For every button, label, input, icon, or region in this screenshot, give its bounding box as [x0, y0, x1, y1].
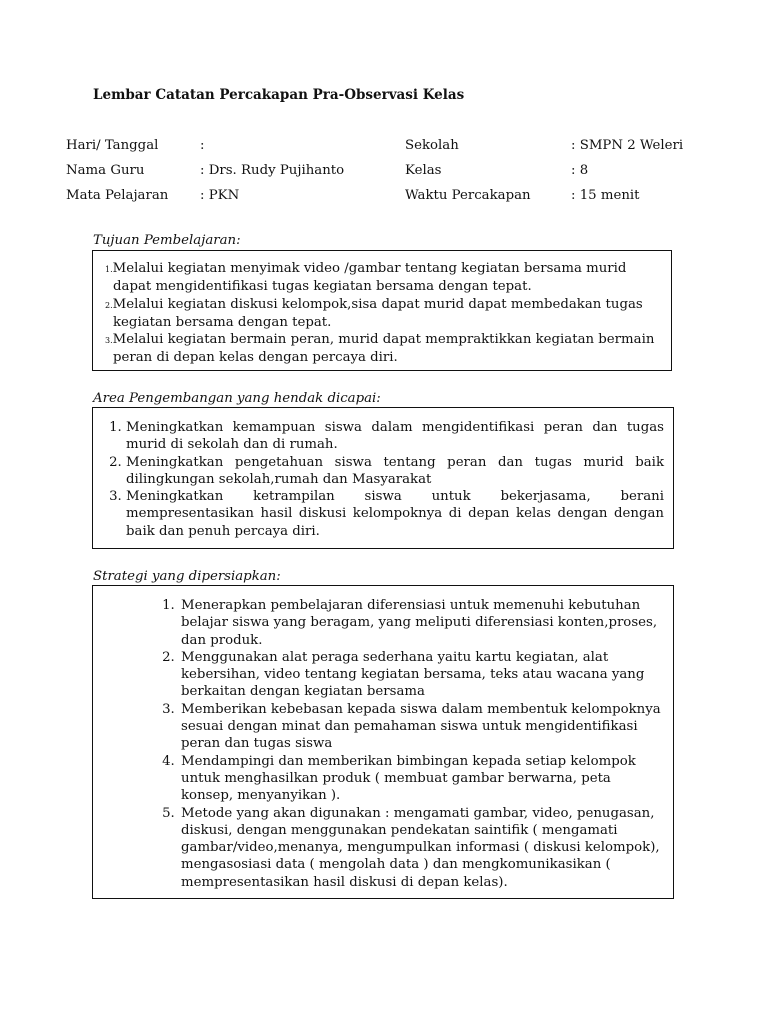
info-label: Hari/ Tanggal: [66, 138, 159, 153]
list-item: [105, 260, 659, 296]
item-text: Melalui kegiatan menyimak video /gambar tentang kegiatan bersama murid dapat mengidentifikasi tugas kegiatan bersama dengan tepat.: [112, 261, 627, 295]
info-value: : SMPN 2 Weleri: [571, 138, 684, 153]
item-number: 3.: [105, 336, 113, 346]
list-item: 1. Menerapkan pembelajaran diferensiasi untuk memenuhi kebutuhan belajar siswa yang beragam, yang meliputi diferensiasi konten,proses, dan produk.: [179, 597, 661, 649]
item-text: Melalui kegiatan diskusi kelompok,sisa dapat murid dapat membedakan tugas kegiatan bersama dengan tepat.: [112, 296, 643, 330]
item-number: 1.: [105, 265, 113, 274]
list-item: [105, 331, 659, 367]
list-item: 2. Meningkatkan pengetahuan siswa tentang peran dan tugas murid baik dilingkungan sekolah,rumah dan Masyarakat: [126, 454, 664, 489]
list-item: 3. Memberikan kebebasan kepada siswa dalam membentuk kelompoknya sesuai dengan minat dan pemahaman siswa untuk mengidentifikasi peran dan tugas siswa: [179, 701, 661, 753]
info-row: [66, 138, 706, 163]
tujuan-list: [105, 260, 659, 367]
list-item: 5. Metode yang akan digunakan : mengamati gambar, video, penugasan, diskusi, dengan menggunakan pendekatan saintifik ( mengamati gambar/video,menanya, mengumpulkan informasi ( diskusi kelompok), mengasosiasi data ( mengolah data ) dan mengkomunikasikan ( mempresentasikan hasil diskusi di depan kelas).: [179, 805, 661, 891]
document-title: Lembar Catatan Percakapan Pra-Observasi Kelas: [93, 87, 465, 103]
info-value: : PKN: [200, 188, 240, 203]
area-list: [102, 419, 664, 540]
info-label: Kelas: [405, 163, 442, 178]
area-heading: Area Pengembangan yang hendak dicapai:: [93, 391, 381, 406]
area-box: [92, 407, 674, 549]
info-table: [66, 138, 706, 213]
info-label: Mata Pelajaran: [66, 188, 169, 203]
info-value: :: [200, 138, 205, 153]
list-item: 2. Menggunakan alat peraga sederhana yaitu kartu kegiatan, alat kebersihan, video tentang kegiatan bersama, teks atau wacana yang berkaitan dengan kegiatan bersama: [179, 649, 661, 701]
list-item: 1. Meningkatkan kemampuan siswa dalam mengidentifikasi peran dan tugas murid di sekolah dan di rumah.: [126, 419, 664, 454]
list-item: 4. Mendampingi dan memberikan bimbingan kepada setiap kelompok untuk menghasilkan produk ( membuat gambar berwarna, peta konsep, menyanyikan ).: [179, 753, 661, 805]
strategi-list: [105, 597, 661, 891]
info-label: Nama Guru: [66, 163, 145, 178]
item-number: 2.: [105, 300, 113, 310]
list-item: 3. Meningkatkan ketrampilan siswa untuk bekerjasama, berani mempresentasikan hasil diskusi kelompoknya di depan kelas dengan dengan baik dan penuh percaya diri.: [126, 488, 664, 540]
info-label: Waktu Percakapan: [405, 188, 531, 203]
info-row: [66, 188, 706, 213]
info-value: : 15 menit: [571, 188, 640, 203]
item-text: Melalui kegiatan bermain peran, murid dapat mempraktikkan kegiatan bermain peran di depan kelas dengan percaya diri.: [112, 332, 655, 366]
info-value: : Drs. Rudy Pujihanto: [200, 163, 345, 178]
strategi-box: [92, 585, 674, 899]
strategi-heading: Strategi yang dipersiapkan:: [93, 569, 281, 584]
info-value: : 8: [571, 163, 589, 178]
tujuan-box: [92, 250, 672, 371]
info-row: [66, 163, 706, 188]
tujuan-heading: Tujuan Pembelajaran:: [93, 233, 241, 248]
info-label: Sekolah: [405, 138, 459, 153]
list-item: [105, 296, 659, 332]
